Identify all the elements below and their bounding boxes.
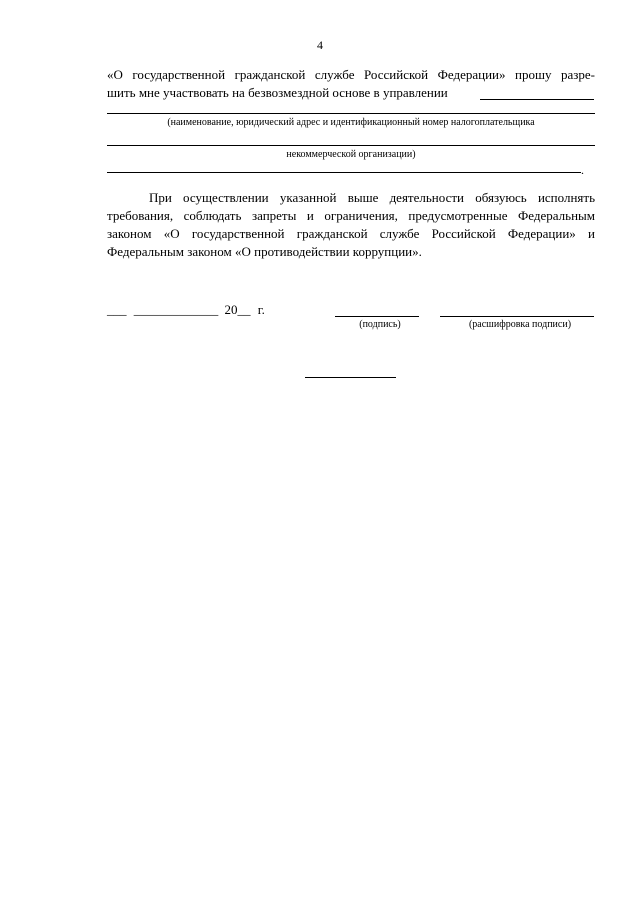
- closing-separator-line: [305, 377, 396, 378]
- intro-paragraph: [107, 66, 595, 102]
- signature-line[interactable]: [335, 316, 419, 317]
- day-blank[interactable]: ___: [107, 302, 127, 317]
- org-name-line-2[interactable]: [107, 145, 595, 146]
- date-row: [107, 302, 265, 318]
- year-suffix: г.: [257, 302, 265, 317]
- intro-line-1: «О государственной гражданской службе Российской Федерации» прошу разре-: [107, 67, 595, 82]
- intro-line-2: [107, 84, 595, 102]
- management-blank-field[interactable]: [480, 98, 594, 100]
- intro-line-2-text: шить мне участвовать на безвозмездной основе в управлении: [107, 85, 448, 100]
- org-type-caption: некоммерческой организации): [286, 149, 416, 160]
- org-name-line-1[interactable]: [107, 113, 595, 114]
- page-number: 4: [317, 38, 323, 52]
- line-end-period: .: [581, 163, 584, 177]
- org-details-caption: (наименование, юридический адрес и идентификационный номер налогоплательщика: [167, 117, 535, 128]
- obligation-paragraph: При осуществлении указанной выше деятельности обязуюсь исполнять требования, соблюдать запреты и ограничения, предусмотренные Федеральным законом «О государственной гражданской службе Российской Федерации» и Федеральным законом «О противодействии коррупции».: [107, 190, 595, 259]
- signature-decoding-line[interactable]: [440, 316, 594, 317]
- month-blank[interactable]: _____________: [133, 302, 219, 317]
- year-field[interactable]: 20__: [224, 302, 251, 317]
- signature-decoding-caption: (расшифровка подписи): [468, 319, 572, 330]
- org-name-line-3[interactable]: [107, 172, 581, 173]
- signature-caption: (подпись): [359, 319, 401, 330]
